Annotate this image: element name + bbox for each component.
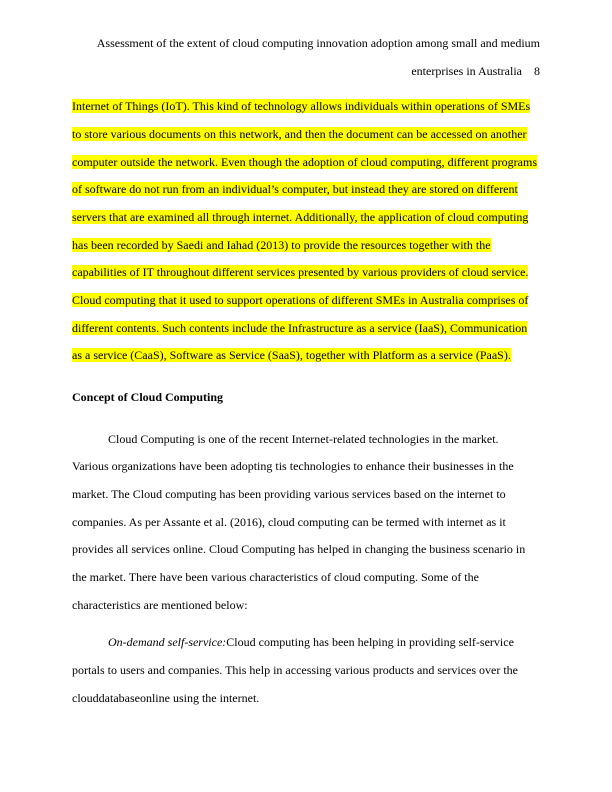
highlighted-line: computer outside the network. Even though the adoption of cloud computing, different programs [72,155,538,169]
characteristic-item-line: clouddatabaseonline using the internet. [72,691,260,705]
paragraph-line: Various organizations have been adopting tis technologies to enhance their businesses in the [72,459,514,473]
highlighted-line: has been recorded by Saedi and Iahad (2013) to provide the resources together with the [72,238,491,252]
paragraph-line: Cloud Computing is one of the recent Internet-related technologies in the market. [108,432,499,446]
paragraph-line: the market. There have been various characteristics of cloud computing. Some of the [72,570,479,584]
header-title-text: enterprises in Australia [411,64,522,78]
highlighted-line: to store various documents on this network, and then the document can be accessed on another [72,127,527,141]
characteristic-term: On-demand self-service: [108,635,227,649]
paragraph-line: companies. As per Assante et al. (2016), cloud computing can be termed with internet as it [72,515,506,529]
characteristic-text: Cloud computing has been helping in providing self-service [226,635,514,649]
highlighted-line: of software do not run from an individual’s computer, but instead they are stored on different [72,182,518,196]
highlighted-line: capabilities of IT throughout different services presented by various providers of cloud service. [72,265,529,279]
characteristic-item-first-line [108,634,514,650]
paragraph-line: market. The Cloud computing has been providing various services based on the internet to [72,487,506,501]
highlighted-line: different contents. Such contents include the Infrastructure as a service (IaaS), Communication [72,321,528,335]
highlighted-line: as a service (CaaS), Software as Service (SaaS), together with Platform as a service (PaaS). [72,348,511,362]
highlighted-line: servers that are examined all through internet. Additionally, the application of cloud computing [72,210,529,224]
header-title-line-1: Assessment of the extent of cloud computing innovation adoption among small and medium [96,36,540,50]
header-title-line-2 [72,64,540,79]
characteristic-item-line: portals to users and companies. This help in accessing various products and services over the [72,663,518,677]
section-heading: Concept of Cloud Computing [72,390,224,404]
highlighted-line: Internet of Things (IoT). This kind of technology allows individuals within operations of SMEs [72,99,531,113]
highlighted-line: Cloud computing that it used to support operations of different SMEs in Australia comprises of [72,293,529,307]
paragraph-line: provides all services online. Cloud Computing has helped in changing the business scenario in [72,542,526,556]
paragraph-line: characteristics are mentioned below: [72,598,248,612]
page-number: 8 [534,64,540,78]
